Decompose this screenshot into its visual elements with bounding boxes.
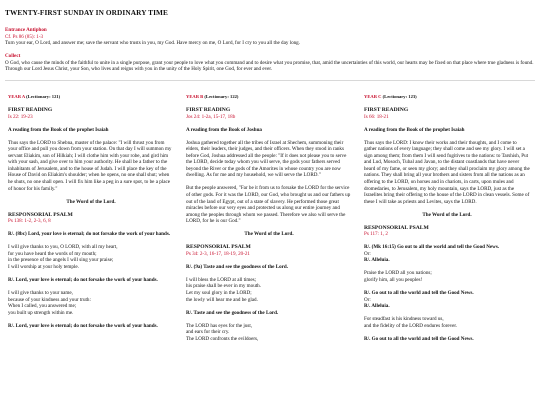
first-reading-heading: FIRST READING	[8, 107, 53, 114]
year-label: YEAR B	[186, 94, 204, 99]
word-of-the-lord: The Word of the Lord.	[422, 211, 472, 218]
reading-ref: Jos 24: 1-2a, 15-17, 18b	[186, 113, 236, 120]
collect	[5, 53, 535, 73]
psalm-ref: Ps 117: 1, 2	[364, 231, 388, 238]
or-label: Or:	[364, 250, 371, 257]
reading-title: A reading from the Book of the prophet Isaiah	[364, 126, 465, 133]
reading-text: Thus says the LORD to Shebna, master of the palace: "I will thrust you from your office and pull you down from your station. On that day I will summon my servant Eliakim, son of Hilkiah; I will clothe him with your robe, and gird him with your sash, and give over to him your authority. He shall be a father to the inhabitants of Jerusalem, and to the house of Judah. I will place the key of the House of David on Eliakim's shoulder; when he opens, no one shall shut; when he shuts, no one shall open. I will fix him like a peg in a sure spot, to be a place of honor for his family."	[8, 139, 172, 192]
psalm-line: When I called, you answered me;	[8, 303, 77, 310]
reading-ref: Is 22: 19-23	[8, 113, 33, 120]
psalm-line: I will worship at your holy temple.	[8, 263, 79, 270]
first-reading-heading: FIRST READING	[364, 107, 409, 114]
psalm-response: R/. (9a) Taste and see the goodness of the Lord.	[186, 263, 289, 270]
entrance-heading: Entrance Antiphon	[5, 27, 47, 33]
psalm-line: because of your kindness and your truth:	[8, 296, 91, 303]
lectionary-label: (Lectionary: 122)	[204, 94, 239, 99]
psalm-line: in the presence of the angels I will sing your praise;	[8, 257, 114, 264]
collect-heading: Collect	[5, 53, 21, 59]
psalm-line: his praise shall be ever in my mouth.	[186, 283, 261, 290]
entrance-antiphon	[5, 27, 535, 47]
psalm-response: R/. Go out to all the world and tell the Good News.	[364, 335, 474, 342]
year-label: YEAR C	[364, 94, 382, 99]
psalm-response: R/. Lord, your love is eternal; do not forsake the work of your hands.	[8, 276, 158, 283]
psalm-line: you built up strength within me.	[8, 309, 74, 316]
entrance-ref: Cf. Ps 86 (85): 1-3	[5, 33, 44, 40]
psalm-response: R/. Go out to all the world and tell the Good News.	[364, 290, 474, 297]
psalm-heading: RESPONSORIAL PSALM	[186, 244, 251, 251]
psalm-ref: Ps 34: 2-3, 16-17, 18-19, 20-21	[186, 250, 250, 257]
reading-text: Thus says the LORD: I know their works and their thoughts, and I come to gather nations of every language; they shall come and see my glory. I will set a sign among them; from them I will send fugitives to the nations: to Tarshish, Put and Lud, Mosoch, Tubal and Javan, to the distant coastlands that have never heard of my fame, or seen my glory; and they shall proclaim my glory among the nations. They shall bring all your brothers and sisters from all the nations as an offering to the LORD, on horses and in chariots, in carts, upon mules and dromedaries, to Jerusalem, my holy mountain, says the LORD, just as the Israelites bring their offering to the house of the LORD in clean vessels. Some of these I will take as priests and Levites, says the LORD.	[364, 139, 530, 205]
psalm-line: and ears for their cry.	[186, 329, 230, 336]
psalm-line: for you have heard the words of my mouth;	[8, 250, 97, 257]
lectionary-label: (Lectionary: 121)	[26, 94, 61, 99]
psalm-heading: RESPONSORIAL PSALM	[364, 224, 429, 231]
column-year-c	[364, 94, 530, 342]
psalm-response: R/. (8bc) Lord, your love is eternal; do not forsake the work of your hands.	[8, 231, 171, 238]
reading-text-2: But the people answered, "Far be it from us to forsake the LORD for the service of other gods. For it was the LORD, our God, who brought us and our fathers up out of the land of Egypt, out of a state of slavery. He performed those great miracles before our very eyes and protected us along our entire journey and among the peoples through whom we passed. Therefore we also will serve the LORD, for he is our God."	[186, 185, 351, 225]
page-title: TWENTY-FIRST SUNDAY IN ORDINARY TIME	[5, 8, 168, 17]
psalm-response: R/. Taste and see the goodness of the Lord.	[186, 309, 279, 316]
psalm-line: the lowly will hear me and be glad.	[186, 296, 258, 303]
psalm-line: Let my soul glory in the LORD;	[186, 290, 252, 297]
psalm-line: I will give thanks to your name,	[8, 289, 73, 296]
lectionary-label: (Lectionary: 123)	[382, 94, 417, 99]
word-of-the-lord: The Word of the Lord.	[244, 231, 294, 238]
psalm-line: For steadfast is his kindness toward us,	[364, 316, 444, 323]
reading-ref: Is 66: 18-21	[364, 113, 389, 120]
psalm-line: The LORD confronts the evildoers,	[186, 335, 259, 342]
reading-text: Joshua gathered together all the tribes of Israel at Shechem, summoning their elders, their leaders, their judges, and their officers. When they stood in ranks before God, Joshua addressed all the people: "If it does not please you to serve the LORD, decide today whom you will serve, the gods your fathers served beyond the River or the gods of the Amorites in whose country you are now dwelling. As for me and my household, we will serve the LORD."	[186, 139, 347, 179]
psalm-line: glorify him, all you peoples!	[364, 276, 423, 283]
entrance-text: Turn your ear, O Lord, and answer me; save the servant who trusts in you, my God. Have mercy on me, O Lord, for I cry to you all the day long.	[5, 40, 300, 46]
reading-title: A reading from the Book of Joshua	[186, 126, 262, 133]
psalm-line: I will bless the LORD at all times;	[186, 276, 257, 283]
divider	[5, 80, 535, 81]
or-label: Or:	[364, 296, 371, 303]
first-reading-heading: FIRST READING	[186, 107, 231, 114]
psalm-line: I will give thanks to you, O LORD, with all my heart,	[8, 244, 118, 251]
collect-text: O God, who cause the minds of the faithful to unite in a single purpose, grant your people to love what you command and to desire what you promise, that, amid the uncertainties of this world, our hearts may be fixed on that place where true gladness is found. Through our Lord Jesus Christ, your Son, who lives and reigns with you in the unity of the Holy Spirit, one God, for ever and ever.	[5, 59, 534, 72]
alleluia-response: R/. Alleluia.	[364, 257, 390, 264]
column-year-b	[186, 94, 352, 342]
psalm-line: Praise the LORD all you nations;	[364, 270, 432, 277]
column-year-a	[8, 94, 174, 329]
psalm-line: The LORD has eyes for the just,	[186, 322, 253, 329]
reading-title: A reading from the Book of the prophet Isaiah	[8, 126, 109, 133]
psalm-response: R/. (Mk 16:15) Go out to all the world and tell the Good News.	[364, 244, 500, 251]
psalm-heading: RESPONSORIAL PSALM	[8, 211, 73, 218]
alleluia-response: R/. Alleluia.	[364, 303, 390, 310]
psalm-line: and the fidelity of the LORD endures forever.	[364, 322, 458, 329]
year-label: YEAR A	[8, 94, 25, 99]
psalm-response: R/. Lord, your love is eternal; do not forsake the work of your hands.	[8, 322, 158, 329]
word-of-the-lord: The Word of the Lord.	[66, 198, 116, 205]
psalm-ref: Ps 138: 1-2, 2-3, 6, 8	[8, 218, 51, 225]
